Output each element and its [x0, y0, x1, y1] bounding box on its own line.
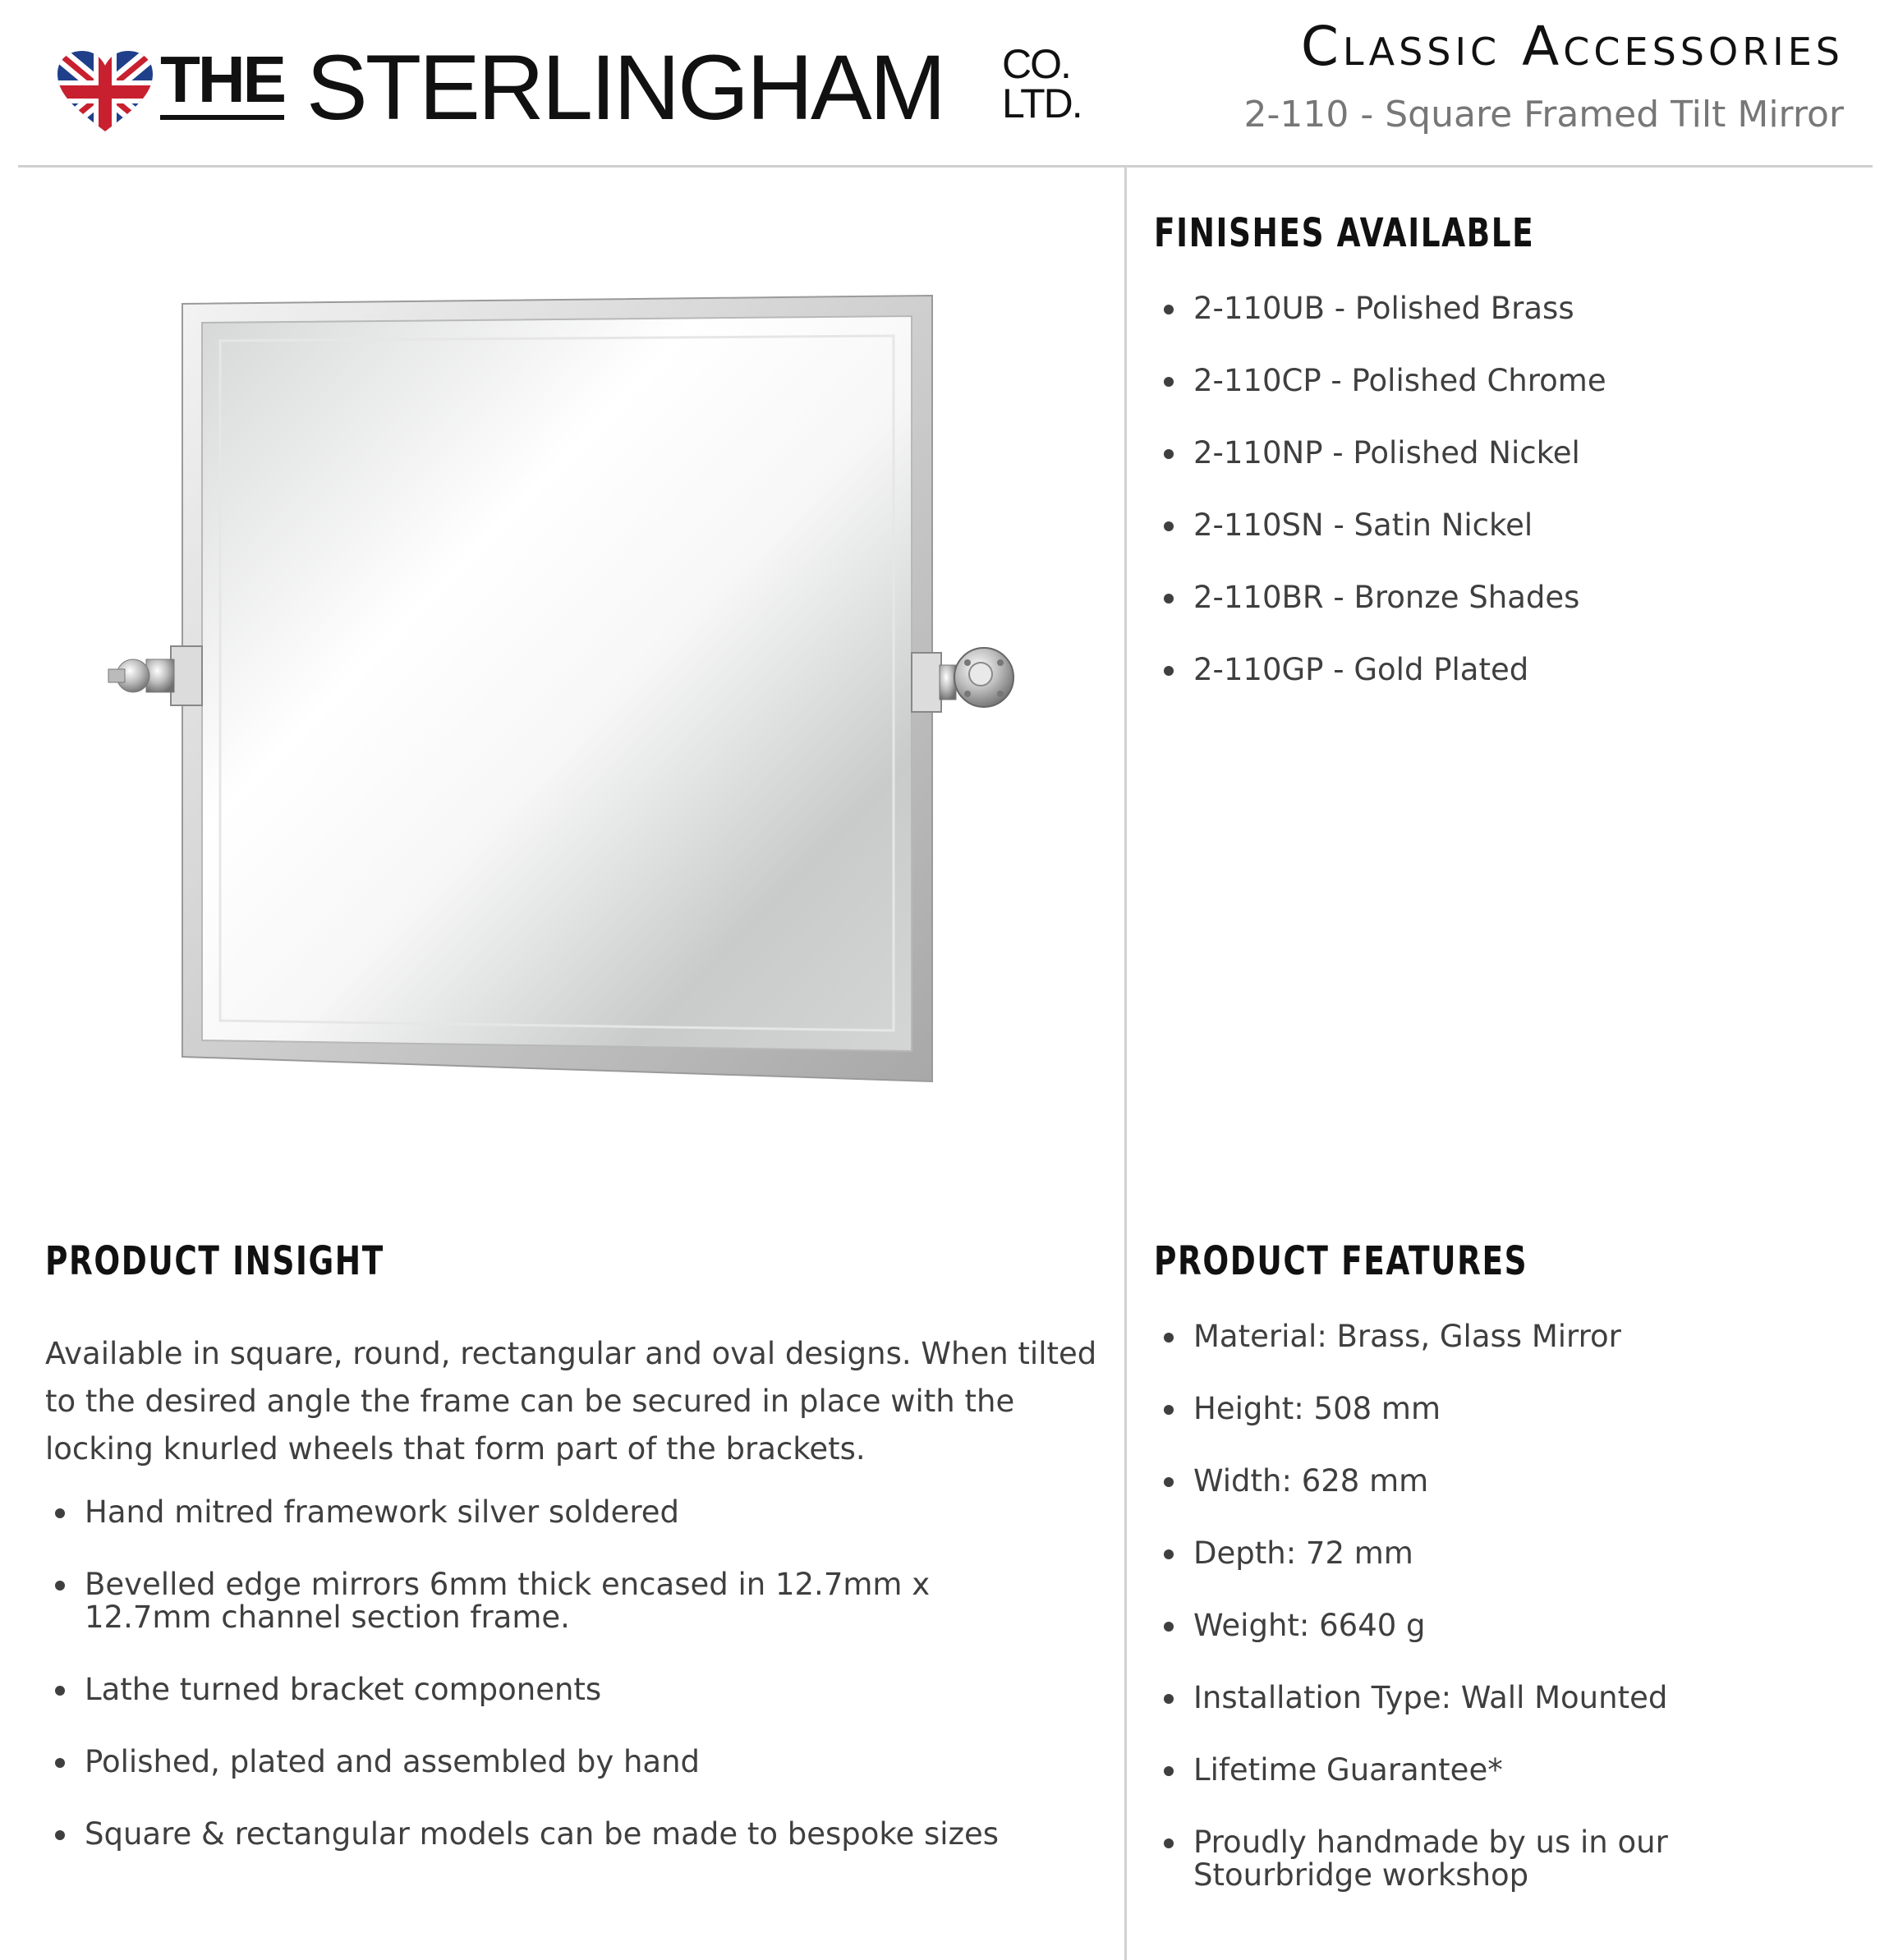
list-item: Lathe turned bracket components: [45, 1673, 1080, 1706]
brand-prefix: THE: [160, 44, 284, 120]
list-item: Square & rectangular models can be made to bespoke sizes: [45, 1818, 1080, 1851]
header-divider: [18, 165, 1873, 168]
category-title: Classic Accessories: [1300, 15, 1844, 78]
list-item: Depth: 72 mm: [1154, 1537, 1852, 1570]
brand-name: STERLINGHAM: [306, 36, 944, 139]
list-item: Hand mitred framework silver soldered: [45, 1496, 1080, 1529]
brand-suffix-co: CO.: [1002, 41, 1070, 87]
list-item: Material: Brass, Glass Mirror: [1154, 1320, 1852, 1353]
features-list: [1154, 1320, 1852, 1931]
list-item: 2-110UB - Polished Brass: [1154, 292, 1852, 325]
union-jack-heart-icon: [56, 51, 154, 133]
list-item: 2-110GP - Gold Plated: [1154, 654, 1852, 686]
insight-paragraph: Available in square, round, rectangular and oval designs. When tilted to the desired angle the frame can be secured in place with the locking knurled wheels that form part of the brackets.: [45, 1336, 1097, 1467]
insight-heading: PRODUCT INSIGHT: [45, 1238, 384, 1284]
list-item: Weight: 6640 g: [1154, 1609, 1852, 1642]
list-item: Installation Type: Wall Mounted: [1154, 1682, 1852, 1714]
insight-list: [45, 1496, 1080, 1890]
list-item: 2-110BR - Bronze Shades: [1154, 581, 1852, 614]
list-item: 2-110SN - Satin Nickel: [1154, 509, 1852, 542]
finishes-heading: FINISHES AVAILABLE: [1154, 210, 1535, 256]
list-item: Width: 628 mm: [1154, 1465, 1852, 1498]
product-title: 2-110 - Square Framed Tilt Mirror: [1243, 94, 1844, 135]
finishes-list: [1154, 292, 1852, 726]
features-heading: PRODUCT FEATURES: [1154, 1238, 1528, 1284]
list-item: Proudly handmade by us in our Stourbridge workshop: [1154, 1826, 1703, 1892]
list-item: Height: 508 mm: [1154, 1393, 1852, 1425]
list-item: Bevelled edge mirrors 6mm thick encased in 12.7mm x 12.7mm channel section frame.: [45, 1568, 1013, 1634]
product-image-mirror: [99, 291, 1027, 1088]
list-item: 2-110CP - Polished Chrome: [1154, 365, 1852, 397]
list-item: 2-110NP - Polished Nickel: [1154, 437, 1852, 470]
brand-suffix-ltd: LTD.: [1002, 80, 1082, 126]
list-item: Polished, plated and assembled by hand: [45, 1746, 1080, 1779]
list-item: Lifetime Guarantee*: [1154, 1754, 1852, 1787]
column-divider: [1124, 167, 1127, 1960]
brand-suffix: [1002, 41, 1082, 126]
